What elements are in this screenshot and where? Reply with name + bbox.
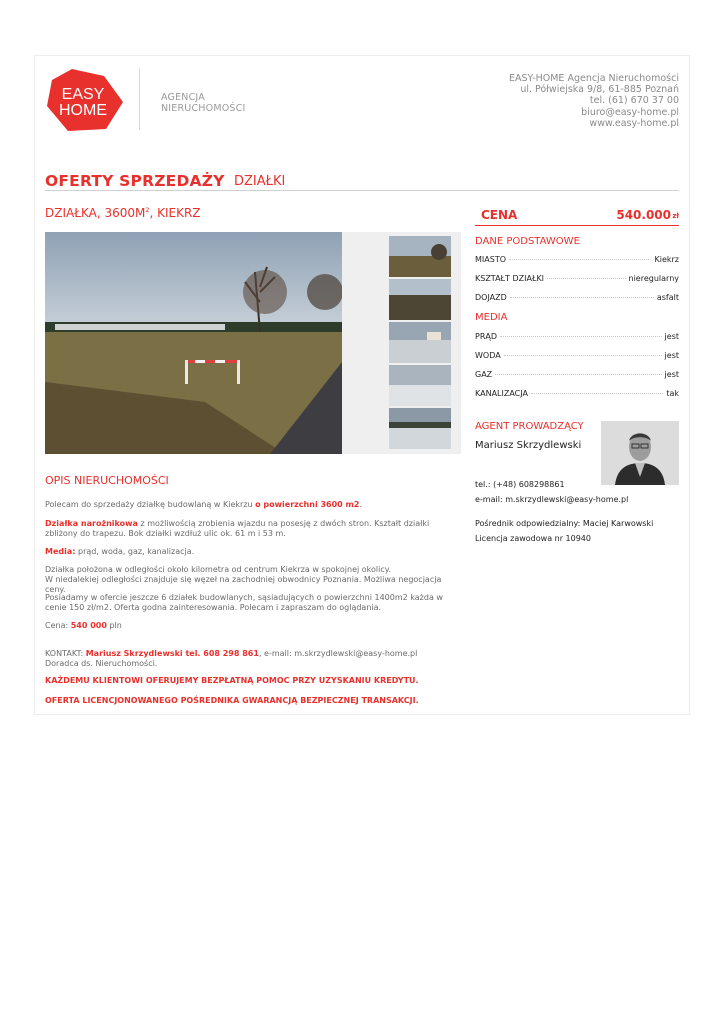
license-note: OFERTA LICENCJONOWANEGO POŚREDNIKA GWARANCJĄ BEZPIECZNEJ TRANSAKCJI. — [45, 696, 419, 705]
price-currency: zł — [672, 212, 679, 220]
agency-label — [161, 92, 245, 114]
easy-home-logo — [46, 68, 124, 132]
agent-phone: tel.: (+48) 608298861 — [475, 480, 565, 489]
agency-name: EASY-HOME Agencja Nieruchomości — [508, 73, 679, 84]
price-value: 540.000 — [616, 208, 671, 222]
agency-address: ul. Półwiejska 9/8, 61-885 Poznań — [520, 84, 679, 96]
thumbnail-4[interactable] — [389, 365, 451, 406]
logo-line1: EASY — [61, 86, 105, 103]
row-city: MIASTO Kiekrz — [475, 255, 679, 264]
agency-email: biuro@easy-home.pl — [581, 106, 679, 118]
agency-contact — [509, 73, 679, 129]
description-heading: OPIS NIERUCHOMOŚCI — [45, 474, 169, 487]
thumbnail-2[interactable] — [389, 279, 451, 320]
thumbnail-3[interactable] — [389, 322, 451, 363]
agent-name: Mariusz Skrzydlewski — [475, 440, 582, 451]
agent-photo — [601, 421, 679, 485]
header-divider — [139, 68, 140, 130]
price-rule — [475, 225, 679, 226]
agency-line2: NIERUCHOMOŚCI — [161, 103, 246, 114]
description-price: Cena: 540 000 pln — [45, 621, 122, 630]
price-label: CENA — [481, 208, 518, 222]
agency-phone: tel. (61) 670 37 00 — [589, 95, 679, 107]
description-p4: Działka położona w odległości około kilometra od centrum Kiekrza w spokojnej okolicy. W niedalekiej odległości znajduje się węzeł na zachodniej obwodnicy Poznania. Możliwa negocjacja ceny. — [45, 565, 442, 594]
row-access: DOJAZD asfalt — [475, 293, 679, 302]
row-power: PRĄD jest — [475, 332, 679, 341]
row-shape: KSZTAŁT DZIAŁKI nieregularny — [475, 274, 679, 283]
responsible-broker: Pośrednik odpowiedzialny: Maciej Karwowski — [475, 519, 654, 528]
agency-website: www.easy-home.pl — [589, 117, 679, 129]
description-contact: KONTAKT: Mariusz Skrzydlewski tel. 608 298 861, e-mail: m.skrzydlewski@easy-home.pl Doradca ds. Nieruchomości. — [45, 649, 418, 668]
agent-email[interactable]: e-mail: m.skrzydlewski@easy-home.pl — [475, 495, 629, 504]
description-p1: Polecam do sprzedaży działkę budowlaną w Kiekrzu o powierzchni 3600 m2. — [45, 500, 362, 509]
credit-note: KAŻDEMU KLIENTOWI OFERUJEMY BEZPŁATNĄ POMOC PRZY UZYSKANIU KREDYTU. — [45, 676, 419, 685]
listing-title: DZIAŁKA, $3600M^2$, KIEKRZ — [45, 206, 201, 220]
agent-heading: AGENT PROWADZĄCY — [475, 421, 584, 432]
media-heading: MEDIA — [475, 312, 508, 323]
description-p5: Posiadamy w ofercie jeszcze 6 działek budowlanych, sąsiadujących o powierzchni 1400m2 każda w cenie 150 zł/m2. Oferta godna zainteresowania. Polecam i zapraszam do oglądania. — [45, 593, 443, 612]
thumbnail-1[interactable] — [389, 236, 451, 277]
main-photo[interactable] — [45, 232, 342, 454]
offer-sheet — [34, 55, 690, 715]
row-sewage: KANALIZACJA tak — [475, 389, 679, 398]
thumbnail-5[interactable] — [389, 408, 451, 449]
description-p3: Media: prąd, woda, gaz, kanalizacja. — [45, 547, 195, 556]
logo-line2: HOME — [59, 102, 107, 119]
page-category: DZIAŁKI — [234, 174, 286, 189]
description-p2: Działka narożnikowa z możliwością zrobienia wjazdu na posesję z dwóch stron. Kształt działki zbliżony do trapezu. Bok działki wzdłuż ulic ok. 61 m i 53 m. — [45, 519, 430, 538]
row-gas: GAZ jest — [475, 370, 679, 379]
row-water: WODA jest — [475, 351, 679, 360]
agency-line1: AGENCJA — [161, 92, 205, 103]
license-number: Licencja zawodowa nr 10940 — [475, 534, 591, 543]
page-title: OFERTY SPRZEDAŻY — [45, 172, 225, 190]
basic-data-heading: DANE PODSTAWOWE — [475, 236, 580, 247]
title-rule — [45, 190, 679, 191]
